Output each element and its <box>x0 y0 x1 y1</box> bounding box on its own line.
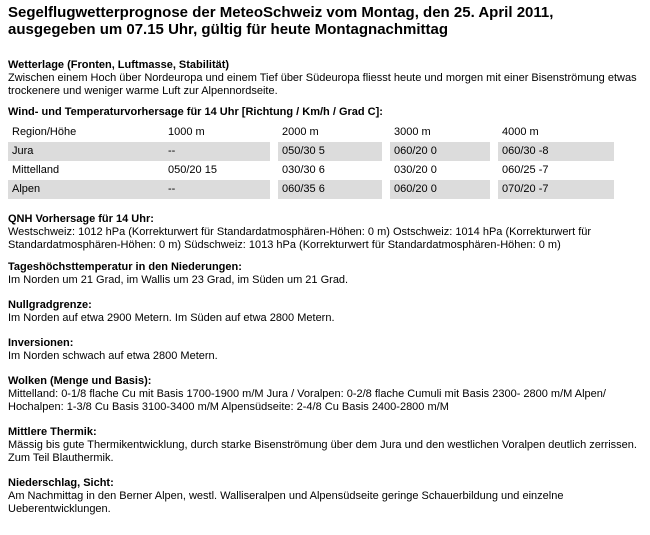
section-text: Im Norden um 21 Grad, im Wallis um 23 Grad, im Süden um 21 Grad. <box>8 274 349 286</box>
section-tageshoechsttemperatur <box>8 261 642 287</box>
table-cell: 060/25 -7 <box>502 164 549 176</box>
table-header-cell: 4000 m <box>502 126 539 138</box>
section-qnh <box>8 213 642 252</box>
section-heading: Tageshöchsttemperatur in den Niederungen: <box>8 261 242 273</box>
section-heading: Wind- und Temperaturvorhersage für 14 Uhr [Richtung / Km/h / Grad C]: <box>8 106 383 118</box>
table-row <box>8 161 614 180</box>
table-cell: Alpen <box>8 180 164 199</box>
section-heading: Niederschlag, Sicht: <box>8 477 114 489</box>
table-cell: -- <box>164 142 270 161</box>
table-cell: Mittelland <box>12 164 60 176</box>
section-heading: Wetterlage (Fronten, Luftmasse, Stabilität) <box>8 59 230 71</box>
section-nullgradgrenze <box>8 299 642 325</box>
section-heading: Mittlere Thermik: <box>8 426 97 438</box>
table-header-cell: 1000 m <box>168 126 205 138</box>
table-row <box>8 180 614 199</box>
table-row <box>8 142 614 161</box>
section-heading: Inversionen: <box>8 337 74 349</box>
section-niederschlag <box>8 477 642 516</box>
table-header-cell: Region/Höhe <box>12 126 77 138</box>
section-wetterlage <box>8 59 642 98</box>
table-cell: 050/30 5 <box>278 142 382 161</box>
section-wolken <box>8 375 642 414</box>
table-cell: 060/20 0 <box>390 180 490 199</box>
table-cell: 060/20 0 <box>390 142 490 161</box>
section-wind <box>8 106 642 199</box>
section-heading: Nullgradgrenze: <box>8 299 92 311</box>
table-cell: 030/30 6 <box>282 164 325 176</box>
table-cell: 060/35 6 <box>278 180 382 199</box>
table-cell: -- <box>164 180 270 199</box>
section-text: Im Norden auf etwa 2900 Metern. Im Süden auf etwa 2800 Metern. <box>8 312 335 324</box>
wind-table <box>8 123 614 199</box>
table-cell: 030/20 0 <box>394 164 437 176</box>
page-title: Segelflugwetterprognose der MeteoSchweiz vom Montag, den 25. April 2011, ausgegeben um 07.15 Uhr, gültig für heute Montagnachmittag <box>8 4 554 38</box>
table-header-cell: 2000 m <box>282 126 319 138</box>
table-cell: 050/20 15 <box>168 164 217 176</box>
section-heading: Wolken (Menge und Basis): <box>8 375 152 387</box>
section-inversionen <box>8 337 642 363</box>
table-cell: 070/20 -7 <box>498 180 614 199</box>
section-text: Am Nachmittag in den Berner Alpen, westl. Walliseralpen und Alpensüdseite geringe Schauerbildung und einzelne Ueberentwicklungen. <box>8 490 564 515</box>
table-header-row <box>8 123 614 142</box>
section-text: Zwischen einem Hoch über Nordeuropa und einem Tief über Südeuropa fliesst heute und morgen mit einer Bisenströmung etwas trockenere und weniger warme Luft zur Alpennordseite. <box>8 72 637 97</box>
table-cell: 060/30 -8 <box>498 142 614 161</box>
section-text: Mässig bis gute Thermikentwicklung, durch starke Bisenströmung über dem Jura und den westlichen Voralpen deutlich zerrissen. Zum Teil Blauthermik. <box>8 439 637 464</box>
section-text: Westschweiz: 1012 hPa (Korrekturwert für Standardatmosphären-Höhen: 0 m) Ostschweiz: 1014 hPa (Korrekturwert für Standardatmosphären-Höhen: 0 m) Südschweiz: 1013 hPa (Korrekturwert für Standardatmosphären-Höhen: 0 m) <box>8 226 592 251</box>
section-text: Mittelland: 0-1/8 flache Cu mit Basis 1700-1900 m/M Jura / Voralpen: 0-2/8 flache Cumuli mit Basis 2300- 2800 m/M Alpen/ Hochalpen: 1-3/8 Cu Basis 3100-3400 m/M Alpensüdseite: 2-4/8 Cu Basis 2400-2800 m/M <box>8 388 606 413</box>
table-header-cell: 3000 m <box>394 126 431 138</box>
section-thermik <box>8 426 642 465</box>
section-heading: QNH Vorhersage für 14 Uhr: <box>8 213 154 225</box>
table-cell: Jura <box>8 142 164 161</box>
section-text: Im Norden schwach auf etwa 2800 Metern. <box>8 350 218 362</box>
